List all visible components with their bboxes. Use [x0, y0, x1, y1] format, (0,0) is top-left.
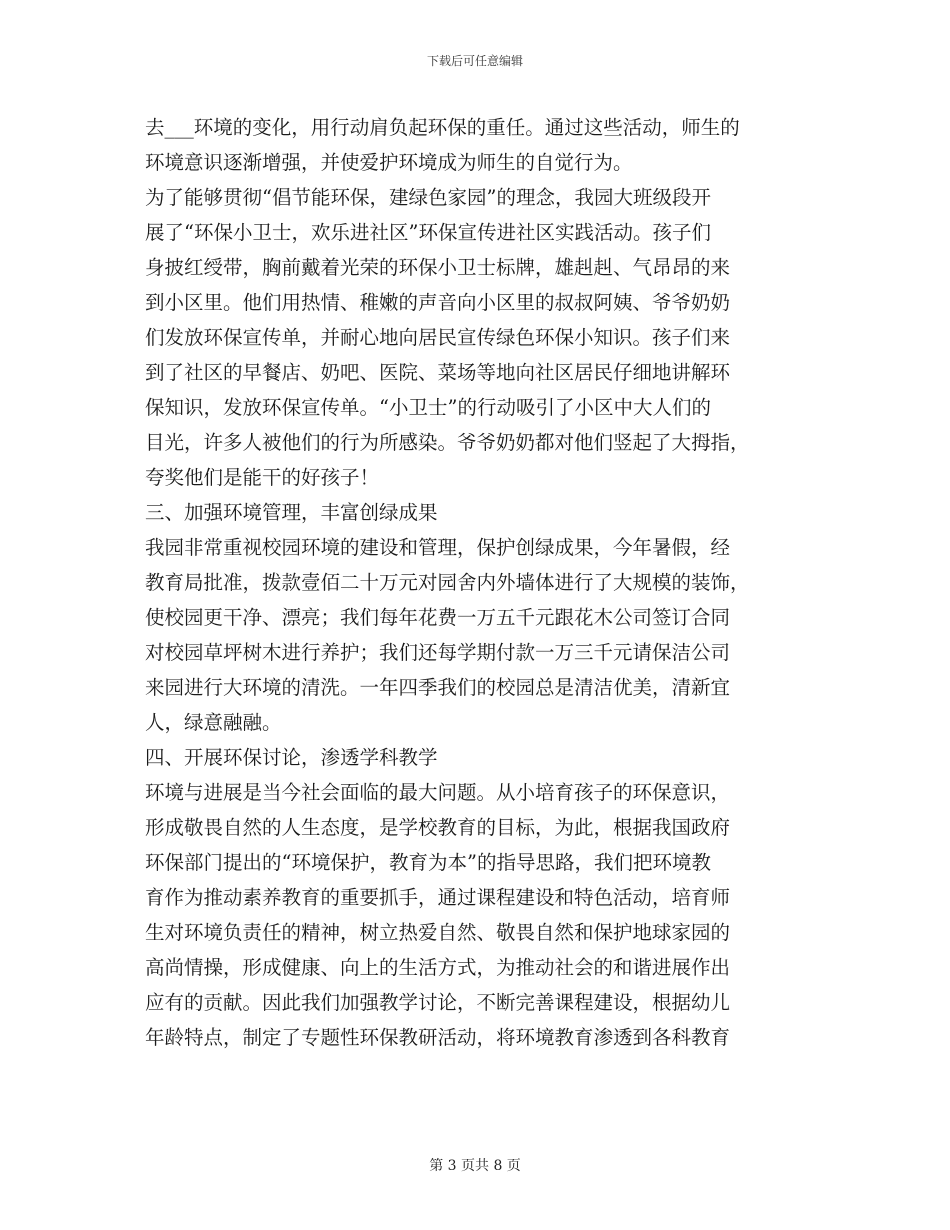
text-line: 高尚情操，形成健康、向上的生活方式，为推动社会的和谐进展作出 [145, 956, 731, 979]
text-line: 为了能够贯彻“倡节能环保，建绿色家园”的理念，我园大班级段开 [145, 186, 711, 209]
text-line: 保知识，发放环保宣传单。“小卫士”的行动吸引了小区中大人们的 [145, 396, 711, 419]
text-line: 应有的贡献。因此我们加强教学讨论，不断完善课程建设，根据幼儿 [145, 991, 731, 1014]
text-line: 人，绿意融融。 [145, 711, 282, 734]
page-footer: 第 3 页共 8 页 [429, 1158, 521, 1174]
text-line: 到小区里。他们用热情、稚嫩的声音向小区里的叔叔阿姨、爷爷奶奶 [145, 291, 731, 314]
text-line: 身披红绶带，胸前戴着光荣的环保小卫士标牌，雄赳赳、气昂昂的来 [145, 256, 731, 279]
text-line: 环境意识逐渐增强，并使爱护环境成为师生的自觉行为。 [145, 151, 633, 174]
document-body [145, 110, 805, 1055]
page-header: 下载后可任意编辑 [426, 54, 523, 68]
section-heading: 三、加强环境管理，丰富创绿成果 [145, 501, 438, 524]
text-line: 环保部门提出的“环境保护，教育为本”的指导思路，我们把环境教 [145, 851, 711, 874]
text-line: 对校园草坪树木进行养护；我们还每学期付款一万三千元请保洁公司 [145, 641, 731, 664]
text-line: 去___环境的变化，用行动肩负起环保的重任。通过这些活动，师生的 [145, 116, 740, 139]
text-line: 展了“环保小卫士，欢乐进社区”环保宣传进社区实践活动。孩子们 [145, 221, 711, 244]
text-line: 到了社区的早餐店、奶吧、医院、菜场等地向社区居民仔细地讲解环 [145, 361, 731, 384]
text-line: 生对环境负责任的精神，树立热爱自然、敬畏自然和保护地球家园的 [145, 921, 731, 944]
text-line: 目光，许多人被他们的行为所感染。爷爷奶奶都对他们竖起了大拇指， [145, 431, 750, 454]
text-line: 夸奖他们是能干的好孩子！ [145, 466, 380, 489]
text-line: 我园非常重视校园环境的建设和管理，保护创绿成果，今年暑假，经 [145, 536, 731, 559]
text-line: 育作为推动素养教育的重要抓手，通过课程建设和特色活动，培育师 [145, 886, 731, 909]
text-line: 们发放环保宣传单，并耐心地向居民宣传绿色环保小知识。孩子们来 [145, 326, 731, 349]
text-line: 来园进行大环境的清洗。一年四季我们的校园总是清洁优美，清新宜 [145, 676, 731, 699]
text-line: 年龄特点，制定了专题性环保教研活动，将环境教育渗透到各科教育 [145, 1026, 731, 1049]
text-line: 教育局批准，拨款壹佰二十万元对园舍内外墙体进行了大规模的装饰， [145, 571, 750, 594]
text-line: 使校园更干净、漂亮；我们每年花费一万五千元跟花木公司签订合同 [145, 606, 731, 629]
text-line: 环境与进展是当今社会面临的最大问题。从小培育孩子的环保意识， [145, 781, 731, 804]
section-heading: 四、开展环保讨论，渗透学科教学 [145, 746, 438, 769]
text-line: 形成敬畏自然的人生态度，是学校教育的目标，为此，根据我国政府 [145, 816, 731, 839]
